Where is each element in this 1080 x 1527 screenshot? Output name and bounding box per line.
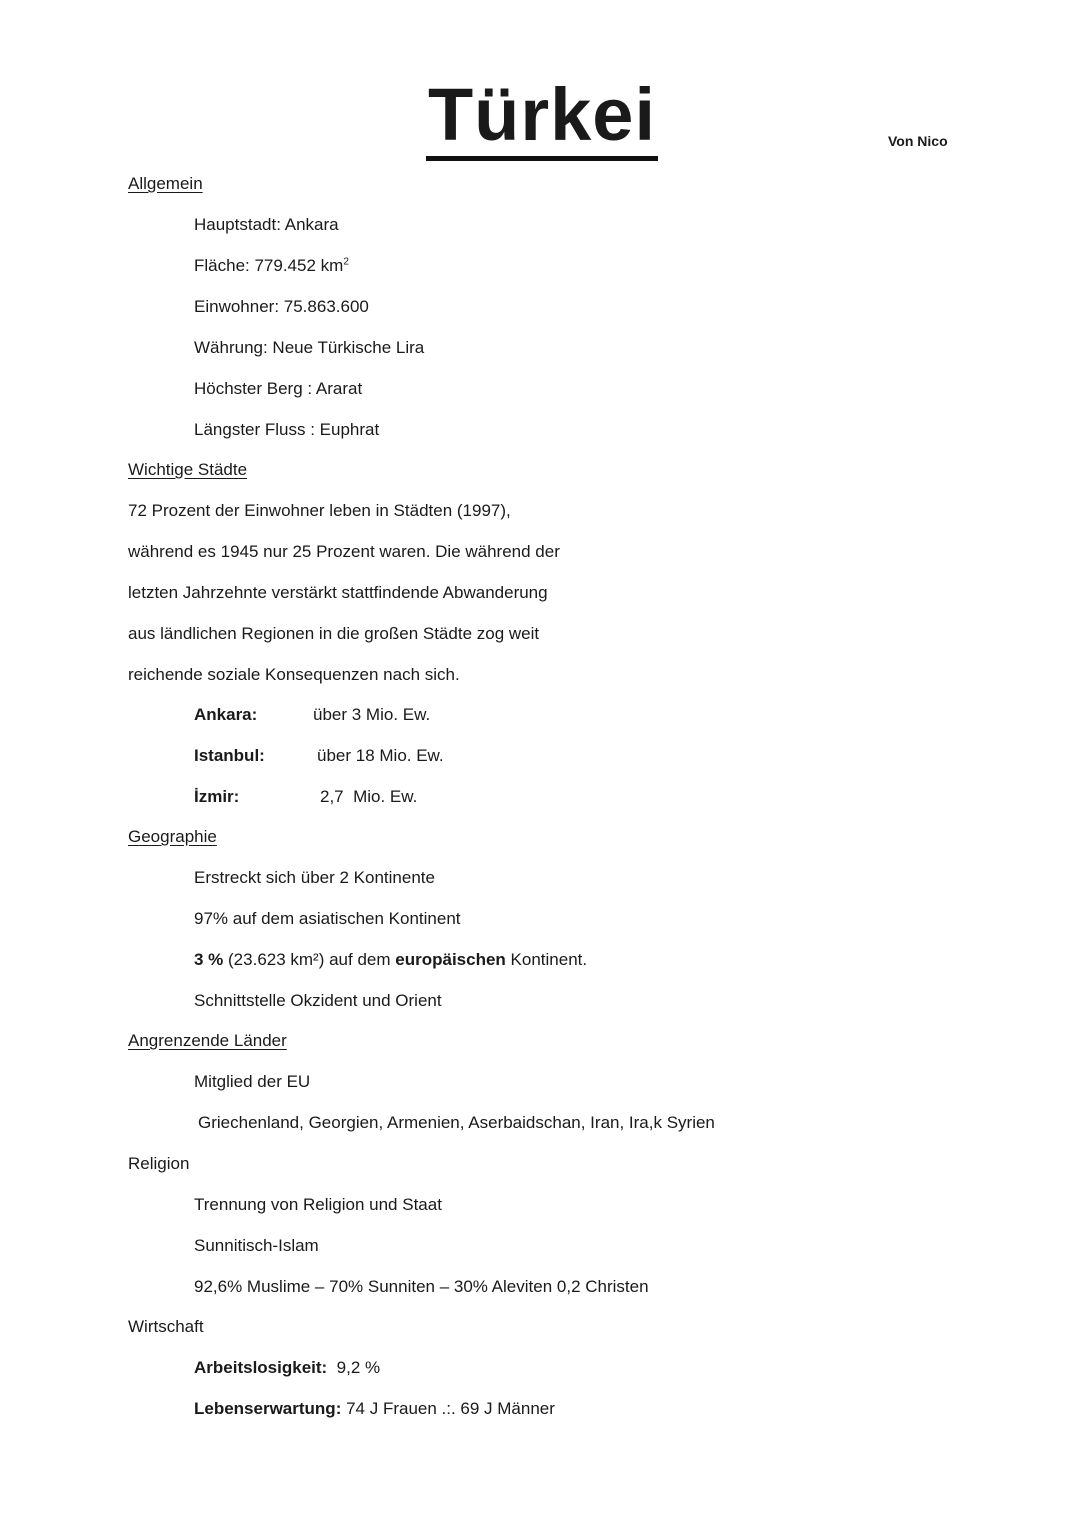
wirtschaft-line-2: Lebenserwartung: 74 J Frauen .:. 69 J Männer — [194, 1399, 555, 1418]
section-heading-laender: Angrenzende Länder — [128, 1031, 287, 1050]
fact-fluss: Längster Fluss : Euphrat — [194, 420, 380, 439]
paragraph-line: aus ländlichen Regionen in die großen Städte zog weit — [128, 624, 540, 643]
section-heading-religion: Religion — [128, 1154, 190, 1173]
section-heading-wirtschaft: Wirtschaft — [128, 1317, 204, 1336]
paragraph-line: reichende soziale Konsequenzen nach sich. — [128, 665, 460, 684]
paragraph-line: 72 Prozent der Einwohner leben in Städten (1997), — [128, 501, 511, 520]
section-heading-staedte: Wichtige Städte — [128, 460, 248, 479]
geo-line-1: Erstreckt sich über 2 Kontinente — [194, 868, 435, 887]
religion-line-3: 92,6% Muslime – 70% Sunniten – 30% Aleviten 0,2 Christen — [194, 1277, 649, 1296]
geo-line-3: 3 % (23.623 km²) auf dem europäischen Kontinent. — [194, 950, 588, 969]
paragraph-line: letzten Jahrzehnte verstärkt stattfindende Abwanderung — [128, 583, 548, 602]
section-heading-allgemein: Allgemein — [128, 174, 203, 193]
city-name-ankara: Ankara: — [194, 705, 258, 724]
city-name-istanbul: Istanbul: — [194, 746, 265, 765]
paragraph-line: während es 1945 nur 25 Prozent waren. Die während der — [128, 542, 560, 561]
fact-flaeche: Fläche: 779.452 $km^2$ — [194, 256, 349, 275]
wirtschaft-line-1: Arbeitslosigkeit: 9,2 % — [194, 1358, 381, 1377]
fact-hauptstadt: Hauptstadt: Ankara — [194, 215, 339, 234]
religion-line-1: Trennung von Religion und Staat — [194, 1195, 442, 1214]
page-title: Türkei — [0, 78, 1080, 161]
city-name-izmir: İzmir: — [194, 787, 240, 806]
fact-einwohner: Einwohner: 75.863.600 — [194, 297, 369, 316]
religion-line-2: Sunnitisch-Islam — [194, 1236, 319, 1255]
city-pop-ankara: über 3 Mio. Ew. — [313, 705, 431, 724]
fact-berg: Höchster Berg : Ararat — [194, 379, 363, 398]
laender-line-1: Mitglied der EU — [194, 1072, 311, 1091]
laender-line-2: Griechenland, Georgien, Armenien, Aserbaidschan, Iran, Ira,k Syrien — [198, 1113, 715, 1132]
section-heading-geographie: Geographie — [128, 827, 217, 846]
city-pop-istanbul: über 18 Mio. Ew. — [317, 746, 444, 765]
author-label: Von Nico — [888, 133, 948, 149]
fact-waehrung: Währung: Neue Türkische Lira — [194, 338, 425, 357]
geo-line-2: 97% auf dem asiatischen Kontinent — [194, 909, 461, 928]
city-pop-izmir: 2,7 Mio. Ew. — [320, 787, 418, 806]
geo-line-4: Schnittstelle Okzident und Orient — [194, 991, 442, 1010]
